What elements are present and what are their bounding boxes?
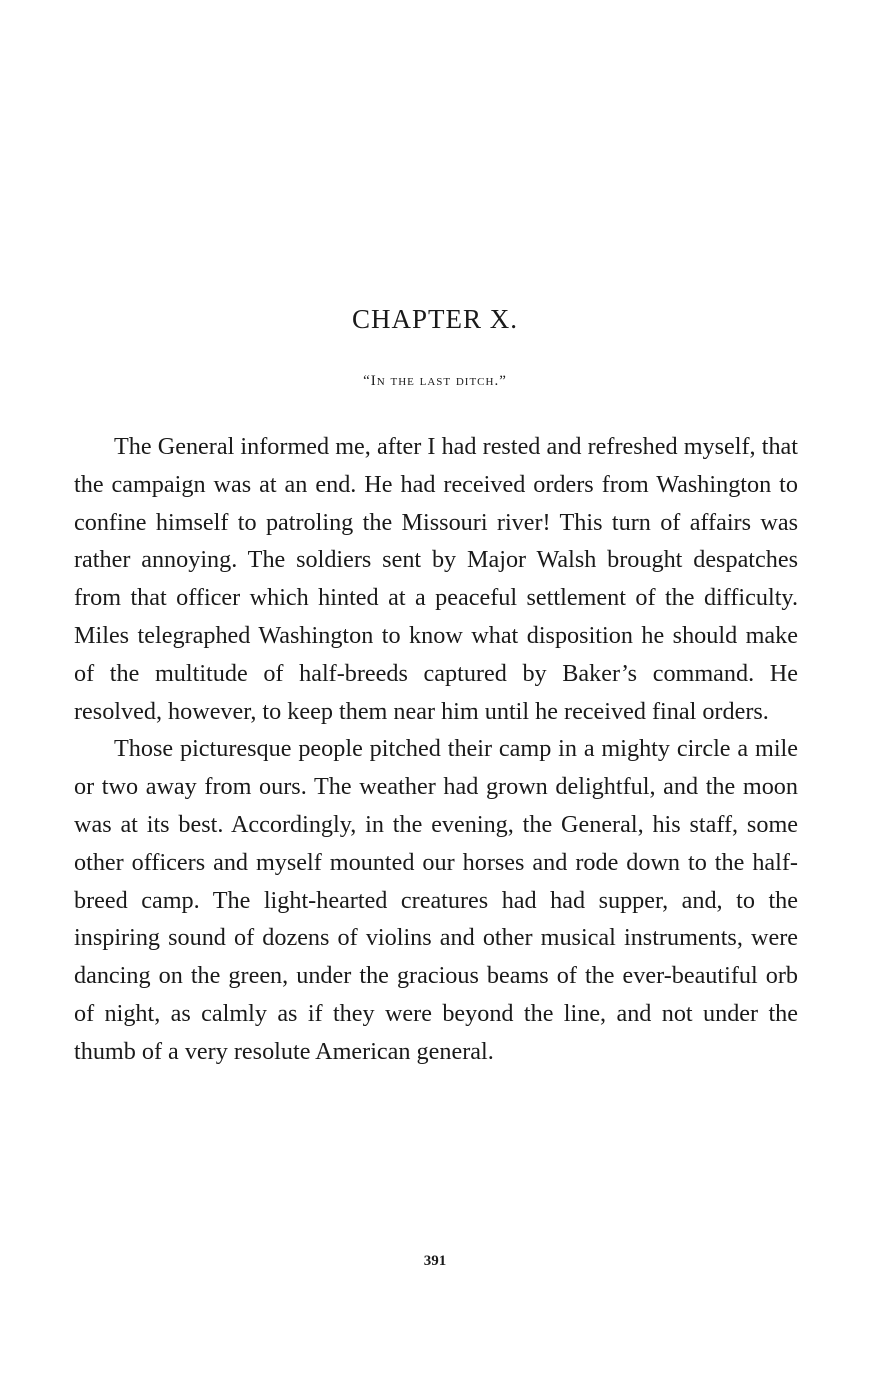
chapter-title: CHAPTER X. bbox=[351, 304, 518, 334]
paragraph: Those picturesque people pitched their camp in a mighty circle a mile or two away from ours. The weather had grown delightful, and the moon was at its best. Accordingly, in the evening, the General, his staff, some other officers and myself mounted our horses and rode down to the half-breed camp. The light-hearted creatures had had supper, and, to the inspiring sound of dozens of violins and other musical instruments, were dancing on the green, under the gracious beams of the ever-beautiful orb of night, as calmly as if they were beyond the line, and not under the thumb of a very resolute American general. bbox=[74, 735, 798, 1065]
chapter-body bbox=[74, 428, 798, 1071]
paragraph: The General informed me, after I had rested and refreshed myself, that the campaign was at an end. He had received orders from Washington to confine himself to patroling the Missouri river! This turn of affairs was rather annoying. The soldiers sent by Major Walsh brought despatches from that officer which hinted at a peaceful settlement of the difficulty. Miles telegraphed Washington to know what disposition he should make of the multitude of half-breeds captured by Baker’s command. He resolved, however, to keep them near him until he received final orders. bbox=[74, 433, 798, 725]
page-number: 391 bbox=[423, 1253, 447, 1269]
chapter-subtitle: “In the last ditch.” bbox=[363, 373, 507, 389]
